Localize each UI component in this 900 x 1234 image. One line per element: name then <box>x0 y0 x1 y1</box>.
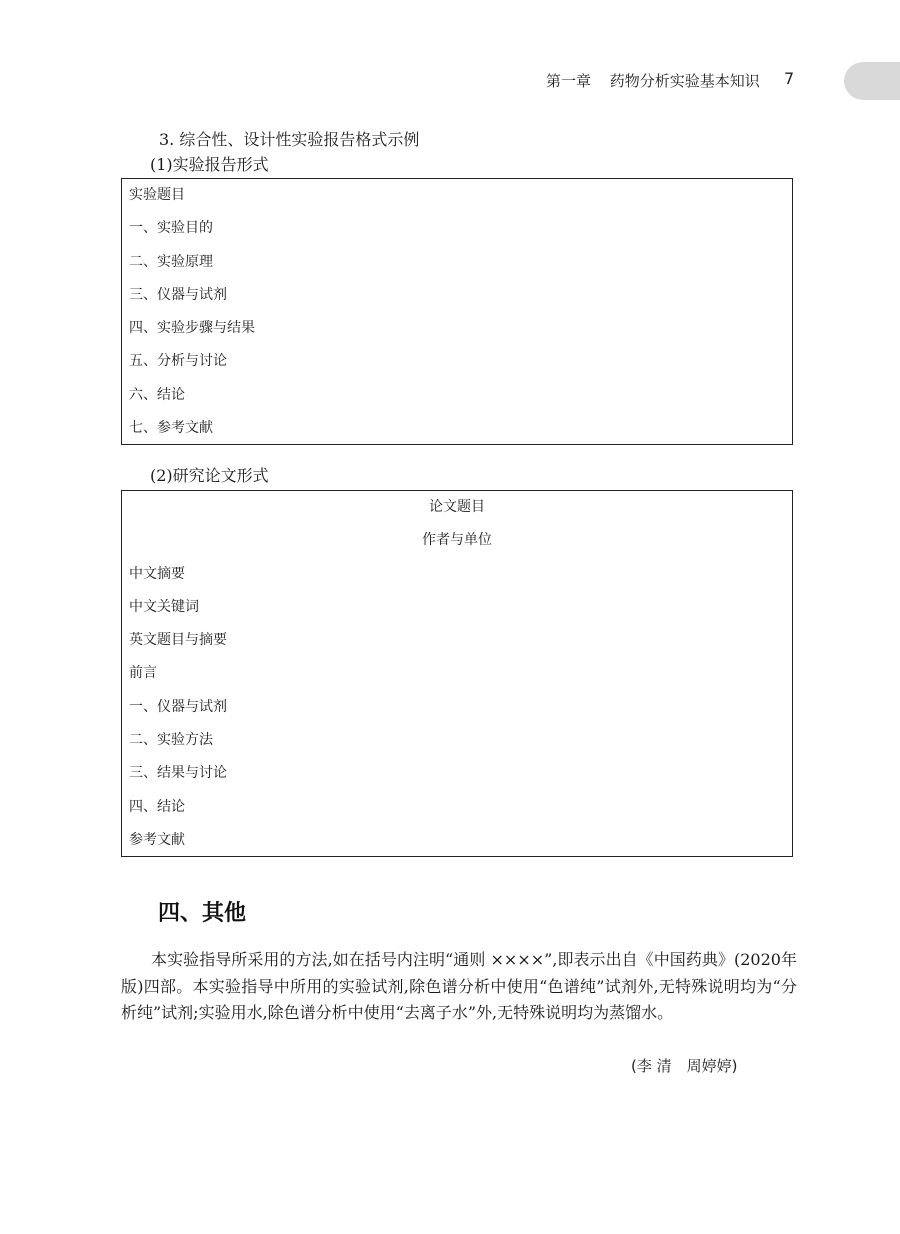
report-format-box <box>121 178 793 445</box>
report-row: 三、仪器与试剂 <box>129 286 227 303</box>
section-4-title: 四、其他 <box>158 901 247 926</box>
paper-row: 二、实验方法 <box>129 732 213 749</box>
report-row: 二、实验原理 <box>129 253 213 270</box>
report-row: 七、参考文献 <box>129 420 213 437</box>
paper-row: 中文摘要 <box>129 565 185 582</box>
paper-row: 三、结果与讨论 <box>129 765 227 782</box>
paper-row: 英文题目与摘要 <box>129 632 227 649</box>
paragraph-text: 本实验指导所采用的方法,如在括号内注明“通则 ××××”,即表示出自《中国药典》(2020年版)四部。本实验指导中所用的实验试剂,除色谱分析中使用“色谱纯”试剂外,无特殊说明均为“分析纯”试剂;实验用水,除色谱分析中使用“去离子水”外,无特殊说明均为蒸馏水。 <box>121 950 797 1022</box>
page-number: 7 <box>784 69 795 88</box>
subsection-paper-form: (2)研究论文形式 <box>150 466 269 485</box>
paper-authors-row: 作者与单位 <box>422 532 492 549</box>
chapter-number: 第一章 <box>546 72 592 90</box>
report-row: 一、实验目的 <box>129 220 213 237</box>
paper-row: 四、结论 <box>129 798 185 815</box>
report-row: 实验题目 <box>129 187 185 203</box>
paper-title-row: 论文题目 <box>429 499 485 515</box>
report-row: 四、实验步骤与结果 <box>129 320 255 337</box>
subsection-report-form: (1)实验报告形式 <box>150 155 269 174</box>
authors-credit: (李 清 周婷婷) <box>631 1057 738 1075</box>
chapter-thumb-tab <box>844 62 900 100</box>
paper-row: 前言 <box>129 665 157 682</box>
report-row: 五、分析与讨论 <box>129 353 227 370</box>
paper-format-box <box>121 490 793 857</box>
paper-row: 中文关键词 <box>129 598 199 615</box>
chapter-title: 药物分析实验基本知识 <box>609 72 760 90</box>
section-4-paragraph <box>121 947 797 1027</box>
paper-row: 一、仪器与试剂 <box>129 698 227 715</box>
section-3-title: 3. 综合性、设计性实验报告格式示例 <box>159 130 420 149</box>
report-row: 六、结论 <box>129 386 185 403</box>
paper-row: 参考文献 <box>129 831 185 848</box>
running-header <box>546 69 795 91</box>
